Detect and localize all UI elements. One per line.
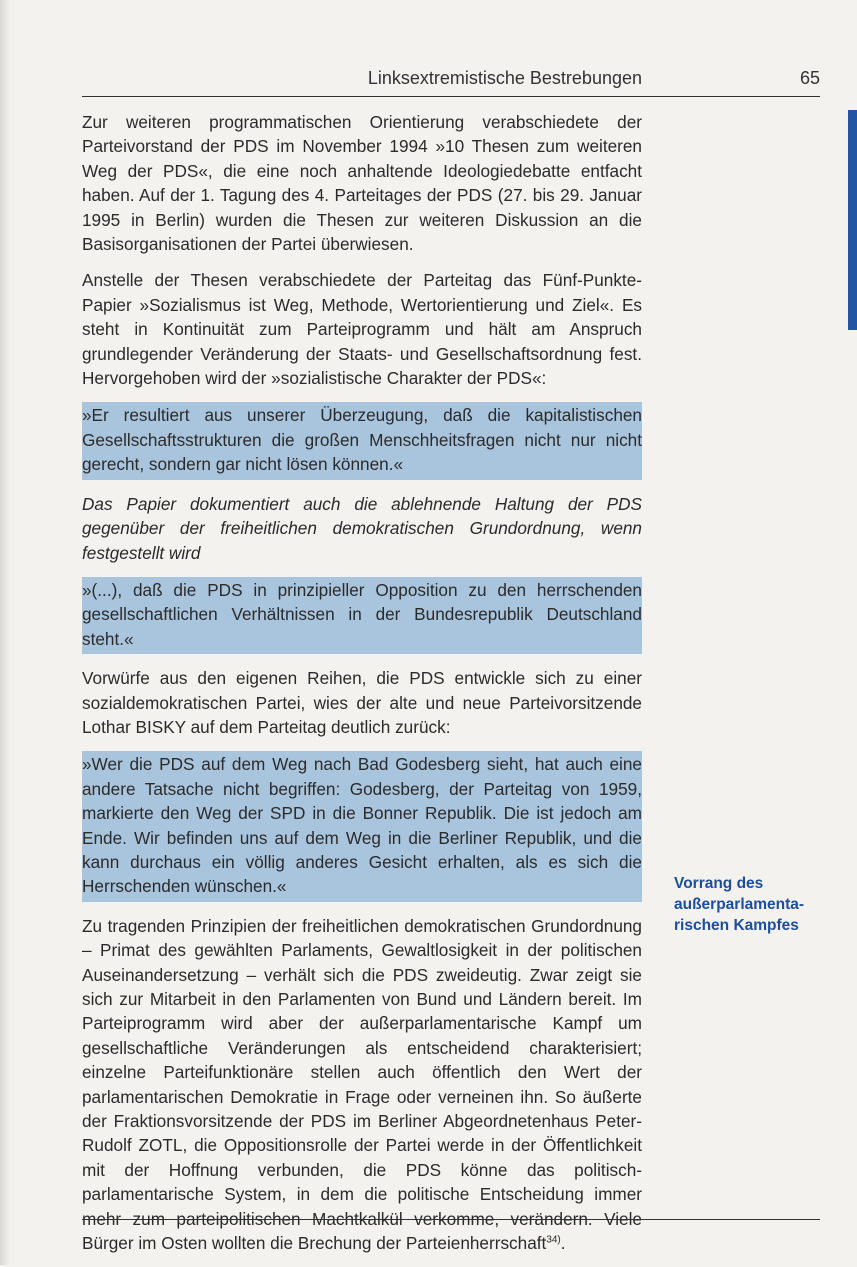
paragraph-5-end: . bbox=[560, 1233, 566, 1254]
paragraph-3: Das Papier dokumentiert auch die ablehnende Haltung der PDS gegenüber der freiheitlichen demokratischen Grundordnung, wenn festgestellt wird bbox=[82, 493, 642, 563]
main-text-column bbox=[82, 110, 642, 1267]
page-edge-shadow bbox=[0, 0, 10, 1265]
paragraph-1: Zur weiteren programmatischen Orientierung verabschiedete der Parteivorstand der PDS im November 1994 »10 Thesen zum weiteren Weg der PDS«, die eine noch anhaltende Ideologiedebatte entfacht haben. Auf der 1. Tagung des 4. Parteitages der PDS (27. bis 29. Januar 1995 in Berlin) wurden die Thesen zur weiteren Diskussion an die Basisorganisationen der Partei überwiesen. bbox=[82, 112, 642, 255]
chapter-side-tab bbox=[848, 110, 857, 330]
footnote-reference: 34) bbox=[546, 1234, 561, 1246]
paragraph-5 bbox=[82, 914, 642, 1256]
highlighted-quote-2: »(...), daß die PDS in prinzipieller Opposition zu den herrschenden gesellschaftlichen Verhältnissen in der Bundesrepublik Deutschland steht.« bbox=[82, 577, 642, 654]
highlighted-quote-3: »Wer die PDS auf dem Weg nach Bad Godesberg sieht, hat auch eine andere Tatsache nicht begriffen: Godesberg, der Parteitag von 1959, markierte den Weg der SPD in die Bonner Republik. Die ist jedoch am Ende. Wir befinden uns auf dem Weg in die Berliner Republik, und die kann durchaus ein völlig anderes Gesicht erhalten, als es sich die Herrschenden wünschen.« bbox=[82, 751, 642, 901]
highlighted-quote-1: »Er resultiert aus unserer Überzeugung, daß die kapitalistischen Gesellschaftsstrukturen die großen Menschheitsfragen nicht nur nicht gerecht, sondern gar nicht lösen können.« bbox=[82, 402, 642, 479]
page-number: 65 bbox=[799, 68, 820, 88]
paragraph-2: Anstelle der Thesen verabschiedete der Parteitag das Fünf-Punkte-Papier »Sozialismus ist Weg, Methode, Wertorientierung und Ziel«. Es steht in Kontinuität zum Parteiprogramm und hält am Anspruch grundlegender Veränderung der Staats- und Gesellschaftsordnung fest. Hervorgehoben wird der »sozialistische Charakter der PDS«: bbox=[82, 270, 642, 389]
running-header bbox=[82, 66, 820, 97]
running-header-title: Linksextremistische Bestrebungen bbox=[367, 68, 642, 88]
paragraph-4: Vorwürfe aus den eigenen Reihen, die PDS entwickle sich zu einer sozialdemokratischen Partei, wies der alte und neue Parteivorsitzende Lothar BISKY auf dem Parteitag deutlich zurück: bbox=[82, 668, 642, 737]
footer-rule bbox=[82, 1219, 820, 1220]
margin-note: Vorrang des außerparlamenta-rischen Kampfes bbox=[674, 875, 805, 934]
paragraph-5-text: Zu tragenden Prinzipien der freiheitlichen demokratischen Grundordnung – Primat des gewählten Parlaments, Gewaltlosigkeit in der politischen Auseinandersetzung – verhält sich die PDS zweideutig. Zwar zeigt sie sich zur Mitarbeit in den Parlamenten von Bund und Ländern bereit. Im Parteiprogramm wird aber der außerparlamentarische Kampf um gesellschaftliche Veränderungen als entscheidend charakterisiert; einzelne Parteifunktionäre stellen auch öffentlich den Wert der parlamentarischen Demokratie in Frage oder verneinen ihn. So äußerte der Fraktionsvorsitzende der PDS im Berliner Abgeordnetenhaus Peter-Rudolf ZOTL, die Oppositionsrolle der Partei werde in der Öffentlichkeit mit der Hoffnung verbunden, die PDS könne das politisch-parlamentarische System, in dem die politische Entscheidung immer mehr zum parteipolitischen Machtkalkül verkomme, verändern. Viele Bürger im Osten wollten die Brechung der Parteienherrschaft bbox=[82, 915, 642, 1254]
